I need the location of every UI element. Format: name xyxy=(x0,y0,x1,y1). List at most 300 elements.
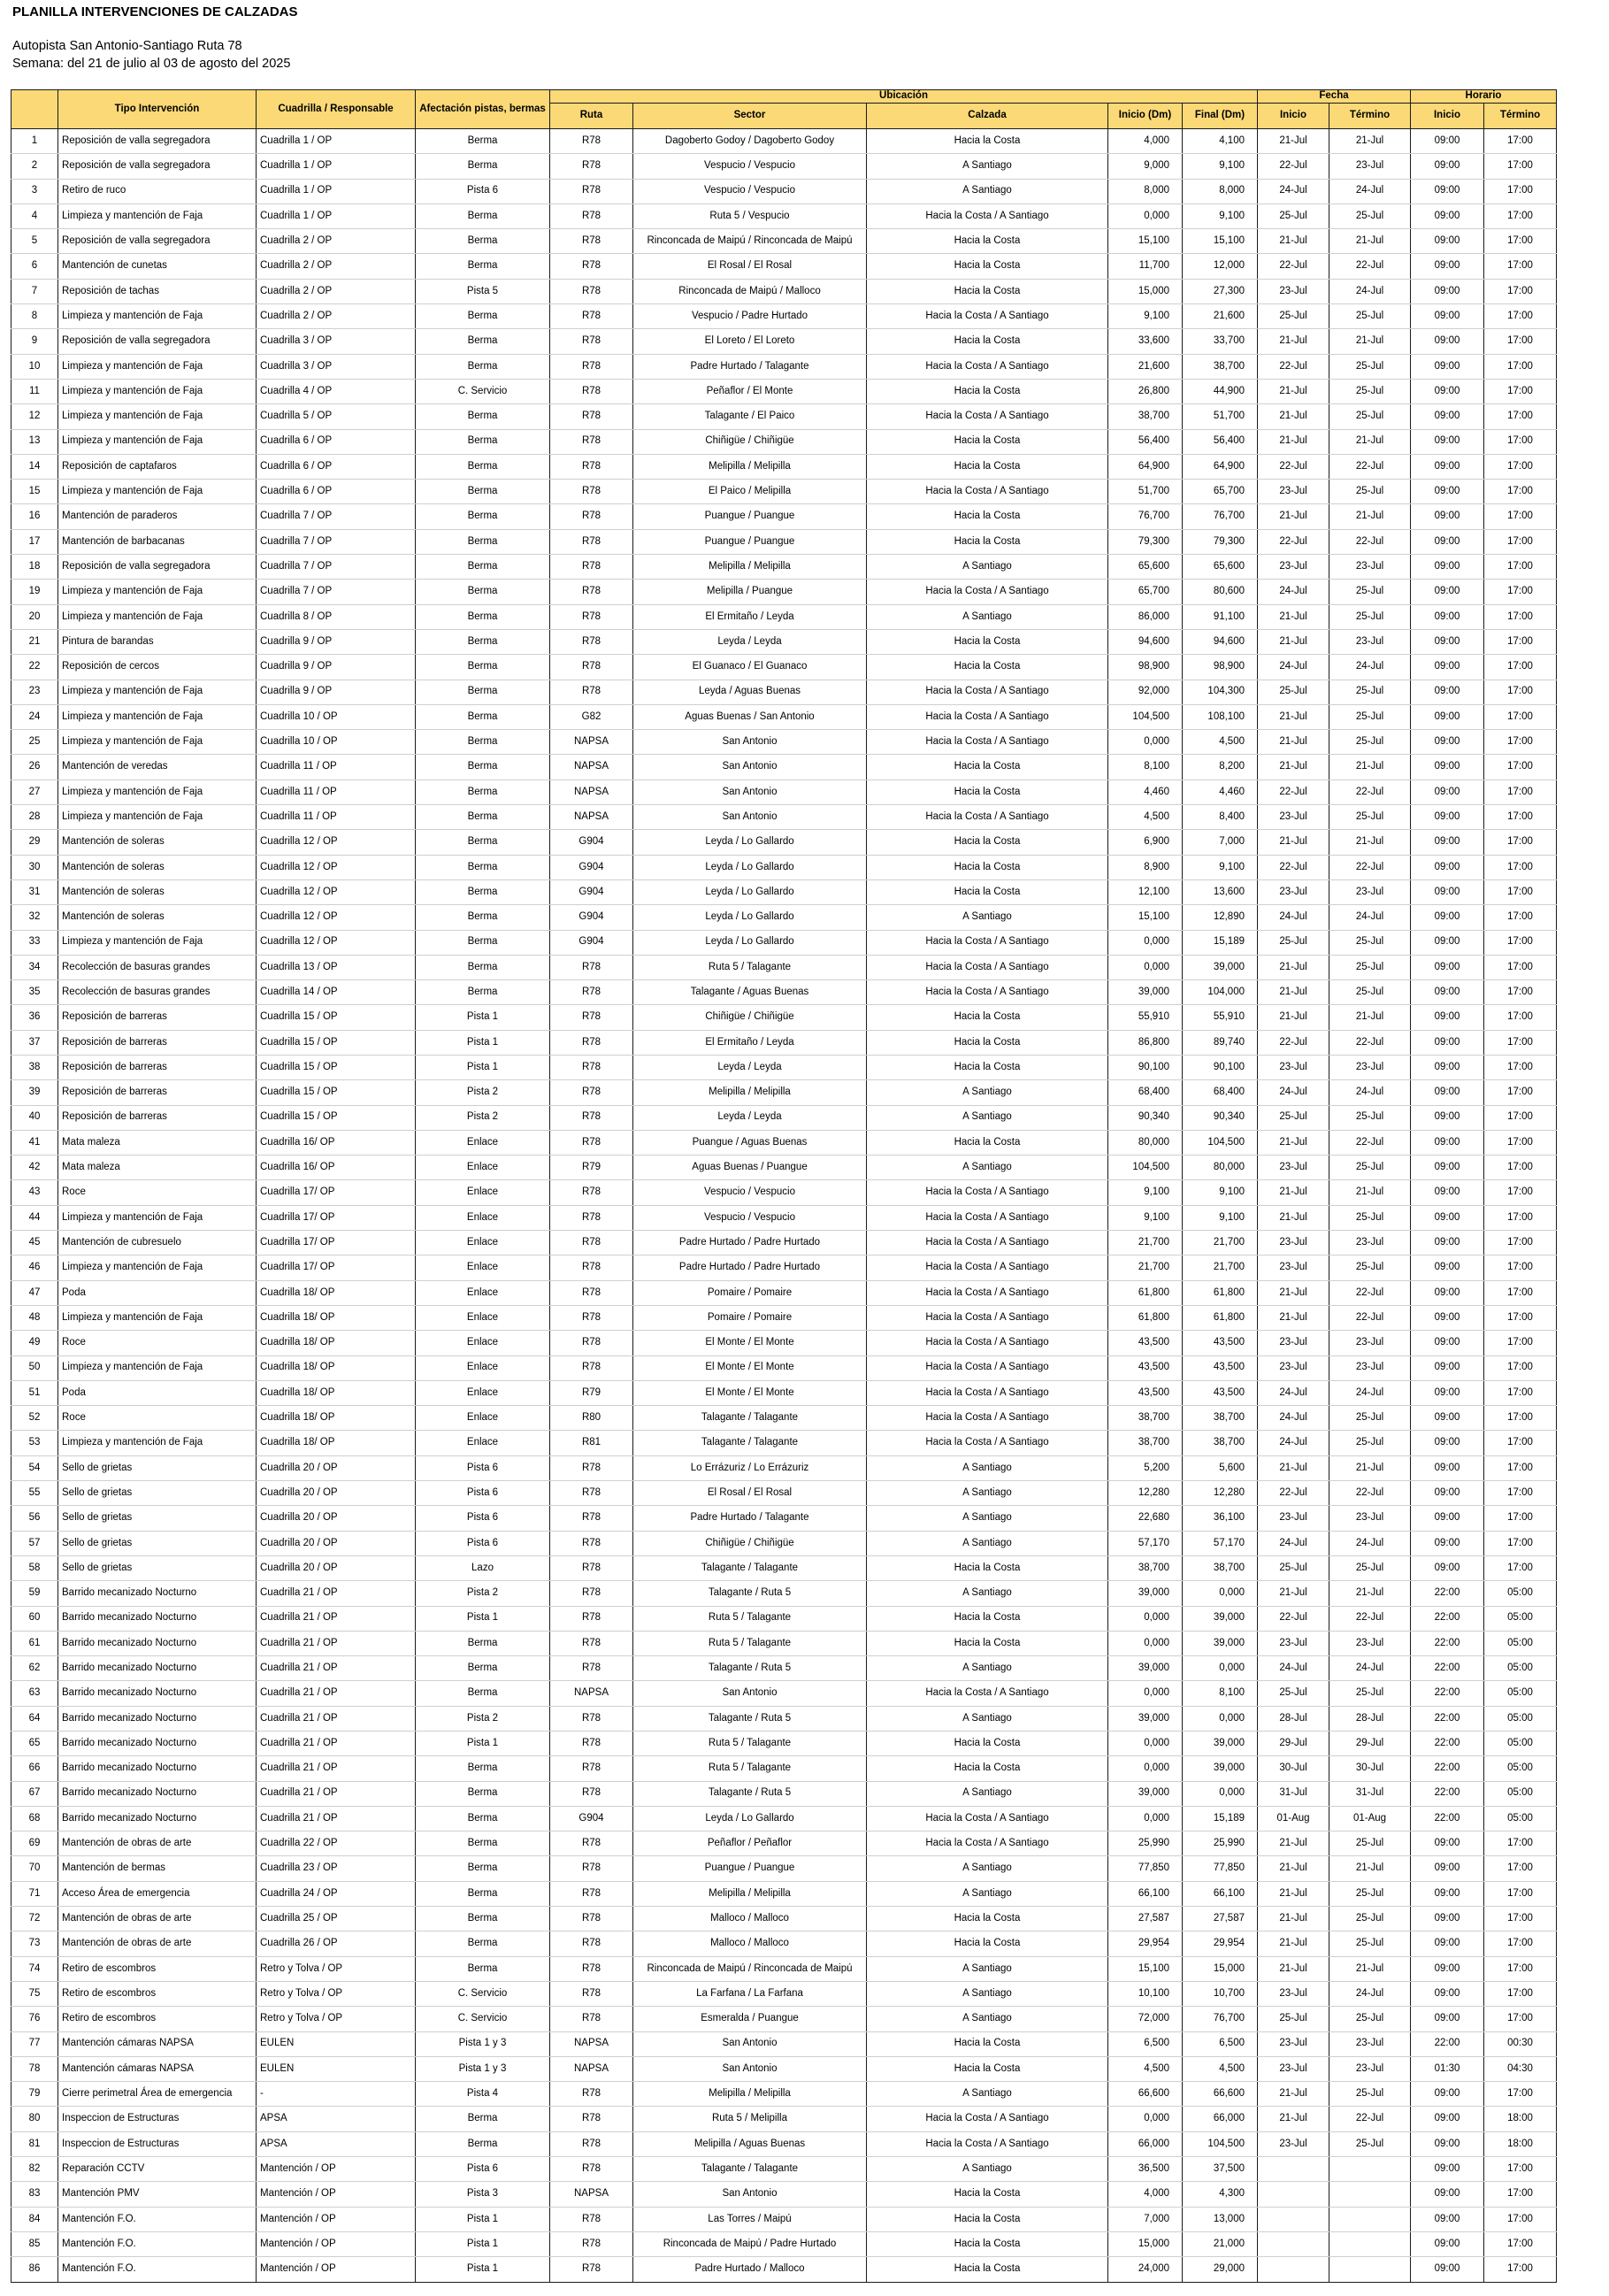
cell-sector: Leyda / Lo Gallardo xyxy=(633,855,867,879)
table-row xyxy=(11,1956,1557,1981)
cell-ruta: R78 xyxy=(550,1956,633,1981)
cell-final-dm: 38,700 xyxy=(1183,354,1258,379)
cell-afectacion: Berma xyxy=(416,1856,550,1881)
cell-sector: Talagante / Talagante xyxy=(633,2157,867,2182)
cell-fecha-termino: 25-Jul xyxy=(1329,1681,1411,1706)
cell-fecha-inicio: 22-Jul xyxy=(1258,1606,1329,1631)
cell-fecha-inicio: 21-Jul xyxy=(1258,730,1329,755)
cell-tipo: Limpieza y mantención de Faja xyxy=(58,203,257,228)
cell-inicio-dm: 12,100 xyxy=(1108,879,1183,904)
cell-cuadrilla: Cuadrilla 2 / OP xyxy=(257,229,416,254)
cell-ruta: R79 xyxy=(550,1156,633,1180)
cell-cuadrilla: Cuadrilla 1 / OP xyxy=(257,203,416,228)
cell-calzada: Hacia la Costa / A Santiago xyxy=(867,980,1108,1005)
cell-hora-inicio: 09:00 xyxy=(1411,855,1484,879)
cell-calzada: Hacia la Costa xyxy=(867,279,1108,303)
cell-inicio-dm: 51,700 xyxy=(1108,480,1183,504)
cell-fecha-termino: 24-Jul xyxy=(1329,1656,1411,1681)
cell-inicio-dm: 66,600 xyxy=(1108,2082,1183,2107)
cell-tipo: Barrido mecanizado Nocturno xyxy=(58,1581,257,1606)
cell-tipo: Inspeccion de Estructuras xyxy=(58,2107,257,2131)
cell-hora-termino: 17:00 xyxy=(1484,2207,1557,2231)
cell-ruta: R78 xyxy=(550,1732,633,1756)
cell-sector: Pomaire / Pomaire xyxy=(633,1305,867,1330)
cell-afectacion: Berma xyxy=(416,905,550,930)
cell-fecha-termino: 24-Jul xyxy=(1329,279,1411,303)
table-row xyxy=(11,1881,1557,1906)
cell-ruta: R78 xyxy=(550,2007,633,2031)
cell-fecha-inicio: 21-Jul xyxy=(1258,1856,1329,1881)
cell-ruta: R78 xyxy=(550,1706,633,1731)
cell-afectacion: Berma xyxy=(416,779,550,804)
cell-sector: Talagante / Ruta 5 xyxy=(633,1581,867,1606)
cell-num: 85 xyxy=(11,2231,58,2256)
cell-tipo: Mantención de soleras xyxy=(58,855,257,879)
cell-ruta: NAPSA xyxy=(550,805,633,830)
table-row xyxy=(11,1055,1557,1079)
cell-fecha-termino: 22-Jul xyxy=(1329,454,1411,479)
cell-inicio-dm: 15,000 xyxy=(1108,279,1183,303)
cell-hora-inicio: 22:00 xyxy=(1411,1631,1484,1655)
cell-calzada: A Santiago xyxy=(867,2157,1108,2182)
cell-afectacion: Berma xyxy=(416,1806,550,1831)
cell-fecha-termino: 25-Jul xyxy=(1329,680,1411,704)
cell-num: 25 xyxy=(11,730,58,755)
cell-num: 31 xyxy=(11,879,58,904)
cell-afectacion: Pista 6 xyxy=(416,1531,550,1555)
cell-cuadrilla: Cuadrilla 18/ OP xyxy=(257,1431,416,1455)
cell-cuadrilla: Mantención / OP xyxy=(257,2182,416,2207)
cell-fecha-termino xyxy=(1329,2231,1411,2256)
cell-fecha-inicio: 22-Jul xyxy=(1258,1481,1329,1506)
col-header-fecha-inicio: Inicio xyxy=(1258,104,1329,129)
cell-cuadrilla: Cuadrilla 20 / OP xyxy=(257,1481,416,1506)
cell-afectacion: Berma xyxy=(416,2131,550,2156)
cell-num: 11 xyxy=(11,379,58,403)
cell-sector: San Antonio xyxy=(633,805,867,830)
cell-final-dm: 8,200 xyxy=(1183,755,1258,779)
cell-afectacion: Lazo xyxy=(416,1555,550,1580)
cell-inicio-dm: 38,700 xyxy=(1108,1555,1183,1580)
cell-afectacion: Berma xyxy=(416,1656,550,1681)
cell-cuadrilla: Cuadrilla 2 / OP xyxy=(257,279,416,303)
cell-hora-termino: 17:00 xyxy=(1484,1080,1557,1105)
cell-afectacion: Pista 2 xyxy=(416,1080,550,1105)
cell-fecha-termino: 24-Jul xyxy=(1329,1080,1411,1105)
cell-final-dm: 104,000 xyxy=(1183,980,1258,1005)
cell-calzada: Hacia la Costa xyxy=(867,1555,1108,1580)
table-row xyxy=(11,1781,1557,1806)
cell-hora-inicio: 09:00 xyxy=(1411,304,1484,329)
cell-fecha-inicio: 24-Jul xyxy=(1258,1431,1329,1455)
table-row xyxy=(11,129,1557,154)
table-row xyxy=(11,1631,1557,1655)
cell-fecha-inicio: 21-Jul xyxy=(1258,1956,1329,1981)
cell-final-dm: 61,800 xyxy=(1183,1280,1258,1305)
cell-fecha-inicio: 21-Jul xyxy=(1258,1130,1329,1155)
cell-cuadrilla: Cuadrilla 15 / OP xyxy=(257,1055,416,1079)
cell-cuadrilla: Retro y Tolva / OP xyxy=(257,2007,416,2031)
cell-ruta: G904 xyxy=(550,930,633,955)
cell-inicio-dm: 21,600 xyxy=(1108,354,1183,379)
cell-tipo: Sello de grietas xyxy=(58,1555,257,1580)
cell-ruta: R78 xyxy=(550,1656,633,1681)
cell-ruta: R78 xyxy=(550,1756,633,1781)
cell-tipo: Limpieza y mantención de Faja xyxy=(58,1305,257,1330)
cell-inicio-dm: 9,100 xyxy=(1108,1180,1183,1205)
cell-num: 32 xyxy=(11,905,58,930)
cell-sector: Rinconcada de Maipú / Rinconcada de Maipú xyxy=(633,229,867,254)
cell-cuadrilla: Cuadrilla 2 / OP xyxy=(257,304,416,329)
cell-num: 19 xyxy=(11,580,58,604)
cell-final-dm: 15,100 xyxy=(1183,229,1258,254)
cell-afectacion: Berma xyxy=(416,1781,550,1806)
cell-num: 59 xyxy=(11,1581,58,1606)
cell-hora-termino: 17:00 xyxy=(1484,1180,1557,1205)
cell-final-dm: 39,000 xyxy=(1183,955,1258,979)
cell-num: 75 xyxy=(11,1981,58,2006)
cell-fecha-inicio: 21-Jul xyxy=(1258,1205,1329,1230)
table-row xyxy=(11,1981,1557,2006)
cell-hora-inicio: 09:00 xyxy=(1411,704,1484,729)
col-header-calzada: Calzada xyxy=(867,104,1108,129)
table-row xyxy=(11,1331,1557,1355)
col-header-cuadrilla: Cuadrilla / Responsable xyxy=(257,90,416,129)
cell-calzada: Hacia la Costa / A Santiago xyxy=(867,1331,1108,1355)
cell-inicio-dm: 10,100 xyxy=(1108,1981,1183,2006)
cell-fecha-termino: 25-Jul xyxy=(1329,955,1411,979)
cell-fecha-termino: 25-Jul xyxy=(1329,2007,1411,2031)
cell-fecha-inicio: 23-Jul xyxy=(1258,480,1329,504)
cell-sector: Puangue / Puangue xyxy=(633,1856,867,1881)
cell-tipo: Mantención F.O. xyxy=(58,2207,257,2231)
cell-ruta: R81 xyxy=(550,1431,633,1455)
cell-hora-inicio: 09:00 xyxy=(1411,1406,1484,1431)
cell-inicio-dm: 90,340 xyxy=(1108,1105,1183,1130)
cell-final-dm: 27,587 xyxy=(1183,1907,1258,1931)
cell-afectacion: Berma xyxy=(416,1831,550,1856)
cell-final-dm: 39,000 xyxy=(1183,1756,1258,1781)
cell-final-dm: 4,460 xyxy=(1183,779,1258,804)
table-row xyxy=(11,254,1557,279)
cell-calzada: A Santiago xyxy=(867,1506,1108,1531)
cell-inicio-dm: 12,280 xyxy=(1108,1481,1183,1506)
cell-hora-inicio: 09:00 xyxy=(1411,1831,1484,1856)
cell-calzada: Hacia la Costa xyxy=(867,830,1108,855)
cell-cuadrilla: Cuadrilla 11 / OP xyxy=(257,805,416,830)
cell-num: 44 xyxy=(11,1205,58,1230)
cell-fecha-termino xyxy=(1329,2182,1411,2207)
cell-hora-inicio: 09:00 xyxy=(1411,480,1484,504)
cell-tipo: Retiro de escombros xyxy=(58,1956,257,1981)
cell-inicio-dm: 0,000 xyxy=(1108,1631,1183,1655)
cell-num: 16 xyxy=(11,504,58,529)
cell-hora-inicio: 22:00 xyxy=(1411,1656,1484,1681)
cell-calzada: Hacia la Costa xyxy=(867,755,1108,779)
cell-final-dm: 44,900 xyxy=(1183,379,1258,403)
table-row xyxy=(11,1105,1557,1130)
cell-sector: Ruta 5 / Vespucio xyxy=(633,203,867,228)
cell-hora-inicio: 09:00 xyxy=(1411,1030,1484,1055)
cell-fecha-termino: 25-Jul xyxy=(1329,604,1411,629)
cell-hora-inicio: 09:00 xyxy=(1411,1256,1484,1280)
cell-cuadrilla: Cuadrilla 12 / OP xyxy=(257,879,416,904)
cell-inicio-dm: 9,000 xyxy=(1108,154,1183,179)
cell-hora-inicio: 09:00 xyxy=(1411,1907,1484,1931)
cell-num: 7 xyxy=(11,279,58,303)
cell-sector: Ruta 5 / Talagante xyxy=(633,955,867,979)
cell-hora-inicio: 09:00 xyxy=(1411,629,1484,654)
cell-inicio-dm: 26,800 xyxy=(1108,379,1183,403)
cell-tipo: Reposición de tachas xyxy=(58,279,257,303)
cell-inicio-dm: 8,900 xyxy=(1108,855,1183,879)
cell-tipo: Reposición de captafaros xyxy=(58,454,257,479)
cell-hora-termino: 17:00 xyxy=(1484,1956,1557,1981)
cell-tipo: Inspeccion de Estructuras xyxy=(58,2131,257,2156)
cell-inicio-dm: 68,400 xyxy=(1108,1080,1183,1105)
cell-ruta: NAPSA xyxy=(550,755,633,779)
cell-calzada: Hacia la Costa / A Santiago xyxy=(867,930,1108,955)
cell-afectacion: Berma xyxy=(416,454,550,479)
cell-fecha-termino: 22-Jul xyxy=(1329,1606,1411,1631)
cell-sector: Ruta 5 / Talagante xyxy=(633,1732,867,1756)
cell-afectacion: Berma xyxy=(416,704,550,729)
cell-num: 45 xyxy=(11,1231,58,1256)
cell-final-dm: 39,000 xyxy=(1183,1732,1258,1756)
cell-ruta: R78 xyxy=(550,1280,633,1305)
cell-sector: Leyda / Lo Gallardo xyxy=(633,830,867,855)
table-row xyxy=(11,179,1557,203)
table-row xyxy=(11,1305,1557,1330)
cell-tipo: Mantención de obras de arte xyxy=(58,1907,257,1931)
table-row xyxy=(11,2157,1557,2182)
cell-fecha-termino: 24-Jul xyxy=(1329,1981,1411,2006)
cell-cuadrilla: Cuadrilla 9 / OP xyxy=(257,680,416,704)
table-row xyxy=(11,529,1557,554)
cell-hora-inicio: 09:00 xyxy=(1411,1305,1484,1330)
cell-fecha-inicio: 22-Jul xyxy=(1258,454,1329,479)
cell-calzada: Hacia la Costa / A Santiago xyxy=(867,2131,1108,2156)
cell-fecha-termino: 25-Jul xyxy=(1329,304,1411,329)
cell-sector: San Antonio xyxy=(633,1681,867,1706)
cell-afectacion: Berma xyxy=(416,329,550,354)
cell-ruta: R78 xyxy=(550,154,633,179)
cell-cuadrilla: Cuadrilla 9 / OP xyxy=(257,629,416,654)
cell-calzada: Hacia la Costa / A Santiago xyxy=(867,680,1108,704)
cell-afectacion: Pista 6 xyxy=(416,1506,550,1531)
cell-afectacion: Pista 1 y 3 xyxy=(416,2031,550,2056)
table-row xyxy=(11,454,1557,479)
cell-sector: Melipilla / Melipilla xyxy=(633,555,867,580)
cell-calzada: Hacia la Costa xyxy=(867,1931,1108,1956)
cell-hora-inicio: 09:00 xyxy=(1411,2231,1484,2256)
cell-tipo: Sello de grietas xyxy=(58,1455,257,1480)
cell-tipo: Limpieza y mantención de Faja xyxy=(58,680,257,704)
cell-fecha-inicio: 22-Jul xyxy=(1258,354,1329,379)
cell-final-dm: 108,100 xyxy=(1183,704,1258,729)
cell-fecha-termino: 22-Jul xyxy=(1329,1280,1411,1305)
cell-cuadrilla: Cuadrilla 20 / OP xyxy=(257,1531,416,1555)
cell-final-dm: 4,500 xyxy=(1183,2056,1258,2081)
cell-fecha-inicio: 21-Jul xyxy=(1258,1907,1329,1931)
cell-fecha-termino: 22-Jul xyxy=(1329,779,1411,804)
cell-cuadrilla: Cuadrilla 16/ OP xyxy=(257,1156,416,1180)
cell-ruta: R78 xyxy=(550,1907,633,1931)
cell-tipo: Retiro de ruco xyxy=(58,179,257,203)
cell-final-dm: 15,189 xyxy=(1183,930,1258,955)
cell-fecha-termino: 22-Jul xyxy=(1329,254,1411,279)
cell-num: 53 xyxy=(11,1431,58,1455)
cell-cuadrilla: Cuadrilla 15 / OP xyxy=(257,1080,416,1105)
col-header-num xyxy=(11,90,58,129)
cell-calzada: Hacia la Costa xyxy=(867,879,1108,904)
cell-num: 40 xyxy=(11,1105,58,1130)
cell-fecha-inicio: 21-Jul xyxy=(1258,329,1329,354)
cell-tipo: Mantención de veredas xyxy=(58,755,257,779)
cell-hora-inicio: 09:00 xyxy=(1411,329,1484,354)
cell-hora-inicio: 09:00 xyxy=(1411,1981,1484,2006)
cell-fecha-termino: 24-Jul xyxy=(1329,905,1411,930)
cell-fecha-inicio: 25-Jul xyxy=(1258,1681,1329,1706)
cell-sector: Melipilla / Melipilla xyxy=(633,1080,867,1105)
cell-inicio-dm: 39,000 xyxy=(1108,980,1183,1005)
cell-inicio-dm: 22,680 xyxy=(1108,1506,1183,1531)
cell-cuadrilla: APSA xyxy=(257,2131,416,2156)
cell-afectacion: Enlace xyxy=(416,1355,550,1380)
cell-fecha-termino: 25-Jul xyxy=(1329,580,1411,604)
cell-fecha-termino: 25-Jul xyxy=(1329,2131,1411,2156)
cell-fecha-inicio: 23-Jul xyxy=(1258,879,1329,904)
cell-sector: Aguas Buenas / San Antonio xyxy=(633,704,867,729)
cell-hora-termino: 17:00 xyxy=(1484,1531,1557,1555)
cell-hora-inicio: 09:00 xyxy=(1411,354,1484,379)
cell-hora-termino: 17:00 xyxy=(1484,2082,1557,2107)
cell-num: 38 xyxy=(11,1055,58,1079)
cell-tipo: Reparación CCTV xyxy=(58,2157,257,2182)
cell-hora-termino: 17:00 xyxy=(1484,379,1557,403)
cell-fecha-inicio: 25-Jul xyxy=(1258,2007,1329,2031)
cell-calzada: Hacia la Costa / A Santiago xyxy=(867,1806,1108,1831)
cell-hora-inicio: 09:00 xyxy=(1411,655,1484,680)
cell-tipo: Poda xyxy=(58,1380,257,1405)
cell-num: 77 xyxy=(11,2031,58,2056)
cell-calzada: Hacia la Costa xyxy=(867,2207,1108,2231)
cell-final-dm: 7,000 xyxy=(1183,830,1258,855)
cell-cuadrilla: Cuadrilla 18/ OP xyxy=(257,1406,416,1431)
cell-final-dm: 51,700 xyxy=(1183,404,1258,429)
cell-tipo: Reposición de barreras xyxy=(58,1005,257,1030)
cell-tipo: Retiro de escombros xyxy=(58,1981,257,2006)
cell-hora-termino: 17:00 xyxy=(1484,129,1557,154)
cell-final-dm: 0,000 xyxy=(1183,1781,1258,1806)
cell-hora-termino: 17:00 xyxy=(1484,755,1557,779)
cell-fecha-termino: 25-Jul xyxy=(1329,2082,1411,2107)
cell-num: 20 xyxy=(11,604,58,629)
cell-cuadrilla: Cuadrilla 5 / OP xyxy=(257,404,416,429)
cell-hora-termino: 05:00 xyxy=(1484,1806,1557,1831)
table-row xyxy=(11,555,1557,580)
cell-inicio-dm: 56,400 xyxy=(1108,429,1183,454)
cell-cuadrilla: EULEN xyxy=(257,2031,416,2056)
cell-hora-inicio: 09:00 xyxy=(1411,279,1484,303)
cell-inicio-dm: 39,000 xyxy=(1108,1781,1183,1806)
cell-hora-inicio: 09:00 xyxy=(1411,1531,1484,1555)
cell-hora-inicio: 09:00 xyxy=(1411,1956,1484,1981)
document-header xyxy=(12,4,298,73)
cell-final-dm: 94,600 xyxy=(1183,629,1258,654)
cell-inicio-dm: 65,700 xyxy=(1108,580,1183,604)
cell-fecha-inicio: 24-Jul xyxy=(1258,905,1329,930)
cell-sector: Leyda / Leyda xyxy=(633,629,867,654)
cell-hora-termino: 17:00 xyxy=(1484,955,1557,979)
cell-sector: Peñaflor / Peñaflor xyxy=(633,1831,867,1856)
cell-hora-termino: 17:00 xyxy=(1484,304,1557,329)
cell-hora-termino: 17:00 xyxy=(1484,179,1557,203)
cell-fecha-inicio: 28-Jul xyxy=(1258,1706,1329,1731)
cell-hora-inicio: 09:00 xyxy=(1411,504,1484,529)
cell-fecha-inicio: 25-Jul xyxy=(1258,304,1329,329)
cell-final-dm: 4,100 xyxy=(1183,129,1258,154)
cell-hora-inicio: 22:00 xyxy=(1411,1756,1484,1781)
cell-afectacion: Berma xyxy=(416,480,550,504)
cell-afectacion: Berma xyxy=(416,203,550,228)
cell-calzada: Hacia la Costa xyxy=(867,1606,1108,1631)
cell-inicio-dm: 39,000 xyxy=(1108,1581,1183,1606)
cell-fecha-inicio: 22-Jul xyxy=(1258,779,1329,804)
cell-cuadrilla: Cuadrilla 13 / OP xyxy=(257,955,416,979)
cell-tipo: Sello de grietas xyxy=(58,1481,257,1506)
cell-hora-termino: 05:00 xyxy=(1484,1732,1557,1756)
cell-cuadrilla: Cuadrilla 7 / OP xyxy=(257,555,416,580)
cell-hora-inicio: 09:00 xyxy=(1411,805,1484,830)
cell-cuadrilla: Cuadrilla 17/ OP xyxy=(257,1205,416,1230)
cell-afectacion: Berma xyxy=(416,404,550,429)
cell-fecha-termino: 23-Jul xyxy=(1329,879,1411,904)
cell-cuadrilla: Cuadrilla 21 / OP xyxy=(257,1581,416,1606)
cell-num: 62 xyxy=(11,1656,58,1681)
cell-afectacion: Berma xyxy=(416,504,550,529)
cell-hora-inicio: 09:00 xyxy=(1411,1355,1484,1380)
cell-cuadrilla: Retro y Tolva / OP xyxy=(257,1981,416,2006)
table-row xyxy=(11,1931,1557,1956)
table-row xyxy=(11,1806,1557,1831)
table-row xyxy=(11,879,1557,904)
cell-cuadrilla: Cuadrilla 1 / OP xyxy=(257,129,416,154)
cell-hora-termino: 17:00 xyxy=(1484,980,1557,1005)
cell-cuadrilla: Cuadrilla 15 / OP xyxy=(257,1030,416,1055)
cell-afectacion: Berma xyxy=(416,629,550,654)
cell-fecha-inicio: 21-Jul xyxy=(1258,1931,1329,1956)
cell-ruta: R80 xyxy=(550,1406,633,1431)
cell-sector: San Antonio xyxy=(633,2031,867,2056)
cell-fecha-inicio: 24-Jul xyxy=(1258,1656,1329,1681)
table-row xyxy=(11,304,1557,329)
cell-fecha-termino: 21-Jul xyxy=(1329,429,1411,454)
cell-calzada: A Santiago xyxy=(867,1581,1108,1606)
cell-fecha-inicio: 31-Jul xyxy=(1258,1781,1329,1806)
cell-ruta: NAPSA xyxy=(550,2031,633,2056)
cell-calzada: Hacia la Costa xyxy=(867,2231,1108,2256)
cell-final-dm: 4,500 xyxy=(1183,730,1258,755)
cell-final-dm: 15,189 xyxy=(1183,1806,1258,1831)
cell-fecha-termino: 25-Jul xyxy=(1329,1406,1411,1431)
cell-hora-inicio: 09:00 xyxy=(1411,1156,1484,1180)
cell-sector: Talagante / Ruta 5 xyxy=(633,1781,867,1806)
cell-final-dm: 0,000 xyxy=(1183,1706,1258,1731)
cell-final-dm: 39,000 xyxy=(1183,1631,1258,1655)
cell-fecha-inicio: 23-Jul xyxy=(1258,805,1329,830)
cell-ruta: R78 xyxy=(550,1180,633,1205)
